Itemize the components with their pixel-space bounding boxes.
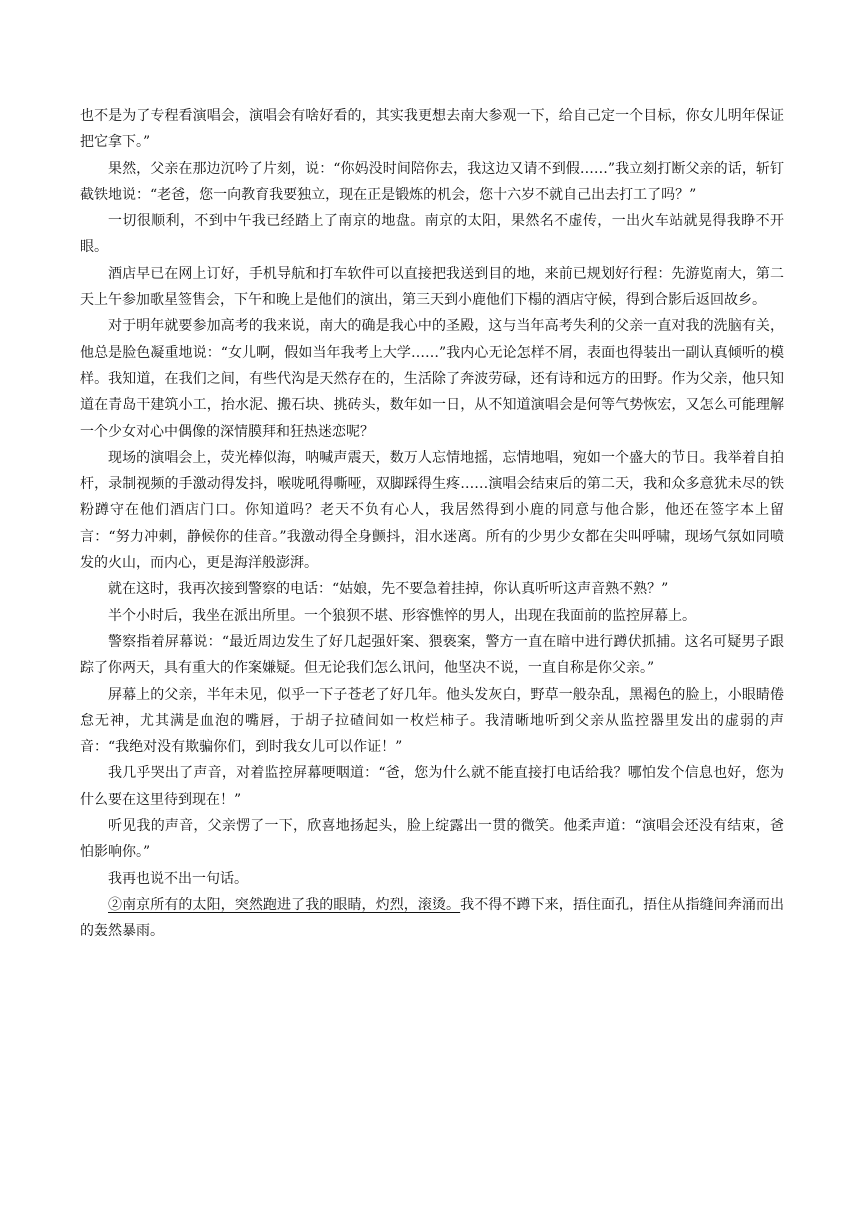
final-paragraph: [80, 892, 784, 945]
underlined-sentence: ②南京所有的太阳，突然跑进了我的眼睛，灼烈，滚烫。: [108, 896, 461, 913]
paragraph: 也不是为了专程看演唱会，演唱会有啥好看的，其实我更想去南大参观一下，给自己定一个目标，你女儿明年保证把它拿下。”: [80, 108, 784, 151]
paragraph: 果然，父亲在那边沉吟了片刻，说：“你妈没时间陪你去，我这边又请不到假……”我立刻打断父亲的话，斩钉截铁地说：“老爸，您一向教育我要独立，现在正是锻炼的机会，您十六岁不就自己出去打工了吗？”: [80, 160, 784, 203]
final-paragraph-rest: 我不得不蹲下来，捂住面孔，捂住从指缝间奔涌而出的轰然暴雨。: [80, 896, 785, 940]
paragraph: 对于明年就要参加高考的我来说，南大的确是我心中的圣殿，这与当年高考失利的父亲一直对我的洗脑有关，他总是脸色凝重地说：“女儿啊，假如当年我考上大学……”我内心无论怎样不屑，表面也得装出一副认真倾听的模样。我知道，在我们之间，有些代沟是天然存在的，生活除了奔波劳碌，还有诗和远方的田野。作为父亲，他只知道在青岛干建筑小工，抬水泥、搬石块、挑砖头，数年如一日，从不知道演唱会是何等气势恢宏，又怎么可能理解一个少女对心中偶像的深情膜拜和狂热迷恋呢？: [80, 318, 784, 440]
paragraph: 我几乎哭出了声音，对着监控屏幕哽咽道：“爸，您为什么就不能直接打电话给我？哪怕发个信息也好，您为什么要在这里待到现在！”: [80, 765, 784, 808]
paragraph: 警察指着屏幕说：“最近周边发生了好几起强奸案、猥亵案，警方一直在暗中进行蹲伏抓捕。这名可疑男子跟踪了你两天，具有重大的作案嫌疑。但无论我们怎么讯问，他坚决不说，一直自称是你父亲。”: [80, 633, 784, 677]
paragraph: 我再也说不出一句话。: [108, 870, 248, 887]
paragraph: 一切很顺利，不到中午我已经踏上了南京的地盘。南京的太阳，果然名不虚传，一出火车站就晃得我睁不开眼。: [80, 213, 784, 256]
paragraph: 屏幕上的父亲，半年未见，似乎一下子苍老了好几年。他头发灰白，野草一般杂乱，黑褐色的脸上，小眼睛倦怠无神，尤其满是血泡的嘴唇，于胡子拉碴间如一枚烂柿子。我清晰地听到父亲从监控器里发出的虚弱的声音：“我绝对没有欺骗你们，到时我女儿可以作证！”: [80, 686, 784, 756]
paragraph: 酒店早已在网上订好，手机导航和打车软件可以直接把我送到目的地，来前已规划好行程：先游览南大，第二天上午参加歌星签售会，下午和晚上是他们的演出，第三天到小鹿他们下榻的酒店守候，得到合影后返回故乡。: [80, 265, 784, 309]
paragraph: 听见我的声音，父亲愣了一下，欣喜地扬起头，脸上绽露出一贯的微笑。他柔声道：“演唱会还没有结束，爸怕影响你。”: [80, 818, 784, 861]
article-body: [80, 103, 784, 945]
paragraph: 就在这时，我再次接到警察的电话：“姑娘，先不要急着挂掉，你认真听听这声音熟不熟？”: [108, 581, 669, 598]
paragraph: 现场的演唱会上，荧光棒似海，呐喊声震天，数万人忘情地摇，忘情地唱，宛如一个盛大的节日。我举着自拍杆，录制视频的手激动得发抖，喉咙吼得嘶哑，双脚踩得生疼……演唱会结束后的第二天，我和众多意犹未尽的铁粉蹲守在他们酒店门口。你知道吗？老天不负有心人，我居然得到小鹿的同意与他合影，他还在签字本上留言：“努力冲刺，静候你的佳音。”我激动得全身颤抖，泪水迷离。所有的少男少女都在尖叫呼啸，现场气氛如同喷发的火山，而内心，更是海洋般澎湃。: [80, 449, 784, 572]
paragraph: 半个小时后，我坐在派出所里。一个狼狈不堪、形容憔悴的男人，出现在我面前的监控屏幕上。: [108, 607, 696, 624]
